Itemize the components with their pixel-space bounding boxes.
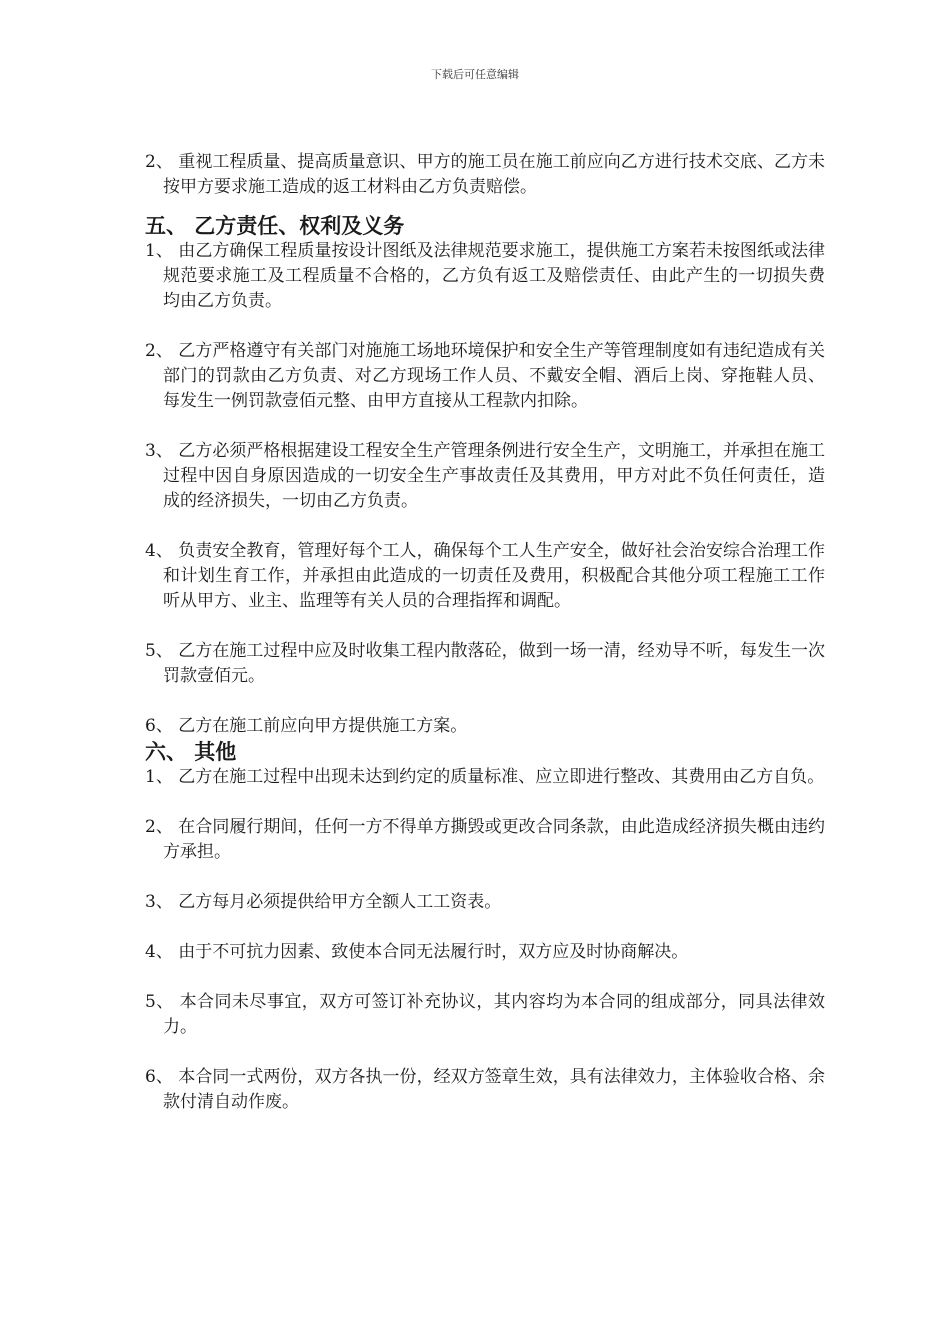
section5-item-3 <box>145 439 825 514</box>
item-number: 5、 <box>145 641 173 661</box>
section6-item-6 <box>145 1065 825 1115</box>
item-text: 在合同履行期间，任何一方不得单方撕毁或更改合同条款，由此造成经济损失概由违约方承担。 <box>163 817 826 862</box>
section5-item-4 <box>145 539 825 614</box>
section5-heading: 五、 乙方责任、权利及义务 <box>145 213 405 238</box>
item-number: 2、 <box>145 152 173 172</box>
item-number: 6、 <box>145 716 173 736</box>
item-number: 3、 <box>145 892 173 912</box>
item-number: 5、 <box>145 992 174 1012</box>
item-text: 乙方严格遵守有关部门对施施工场地环境保护和安全生产等管理制度如有违纪造成有关部门的罚款由乙方负责、对乙方现场工作人员、不戴安全帽、酒后上岗、穿拖鞋人员、每发生一例罚款壹佰元整、由甲方直接从工程款内扣除。 <box>163 341 826 411</box>
item-number: 4、 <box>145 942 173 962</box>
section5-item-5 <box>145 639 825 689</box>
item-text: 由于不可抗力因素、致使本合同无法履行时，双方应及时协商解决。 <box>178 942 689 962</box>
section5-item-2 <box>145 339 825 414</box>
document-body <box>145 150 825 1115</box>
section5-item-6 <box>145 714 825 739</box>
item-number: 1、 <box>145 767 173 787</box>
page-header-note: 下载后可任意编辑 <box>431 68 519 81</box>
item-number: 1、 <box>145 241 173 261</box>
section6-item-5 <box>145 990 825 1040</box>
section6-item-4 <box>145 940 825 965</box>
section4-item-2 <box>145 150 825 200</box>
item-number: 4、 <box>145 541 173 561</box>
item-text: 本合同一式两份，双方各执一份，经双方签章生效，具有法律效力，主体验收合格、余款付清自动作废。 <box>163 1067 826 1112</box>
section5-item-1 <box>145 239 825 314</box>
item-text: 重视工程质量、提高质量意识、甲方的施工员在施工前应向乙方进行技术交底、乙方未按甲方要求施工造成的返工材料由乙方负责赔偿。 <box>163 152 826 197</box>
item-text: 本合同未尽事宜，双方可签订补充协议，其内容均为本合同的组成部分，同具法律效力。 <box>163 992 825 1037</box>
item-text: 乙方在施工过程中出现未达到约定的质量标准、应立即进行整改、其费用由乙方自负。 <box>178 767 825 787</box>
item-text: 乙方必须严格根据建设工程安全生产管理条例进行安全生产，文明施工，并承担在施工过程中因自身原因造成的一切安全生产事故责任及其费用，甲方对此不负任何责任，造成的经济损失，一切由乙方负责。 <box>163 441 826 511</box>
item-number: 2、 <box>145 817 173 837</box>
section6-item-1 <box>145 765 825 790</box>
item-text: 负责安全教育，管理好每个工人，确保每个工人生产安全，做好社会治安综合治理工作和计划生育工作，并承担由此造成的一切责任及费用，积极配合其他分项工程施工工作听从甲方、业主、监理等有关人员的合理指挥和调配。 <box>163 541 826 611</box>
item-number: 6、 <box>145 1067 173 1087</box>
item-text: 乙方每月必须提供给甲方全额人工工资表。 <box>178 892 502 912</box>
section6-item-3 <box>145 890 825 915</box>
section6-heading: 六、 其他 <box>145 739 237 764</box>
section6-item-2 <box>145 815 825 865</box>
item-number: 3、 <box>145 441 173 461</box>
item-text: 由乙方确保工程质量按设计图纸及法律规范要求施工，提供施工方案若未按图纸或法律规范要求施工及工程质量不合格的，乙方负有返工及赔偿责任、由此产生的一切损失费均由乙方负责。 <box>163 241 826 311</box>
item-text: 乙方在施工过程中应及时收集工程内散落砼，做到一场一清，经劝导不听，每发生一次罚款壹佰元。 <box>163 641 826 686</box>
item-number: 2、 <box>145 341 173 361</box>
item-text: 乙方在施工前应向甲方提供施工方案。 <box>178 716 468 736</box>
